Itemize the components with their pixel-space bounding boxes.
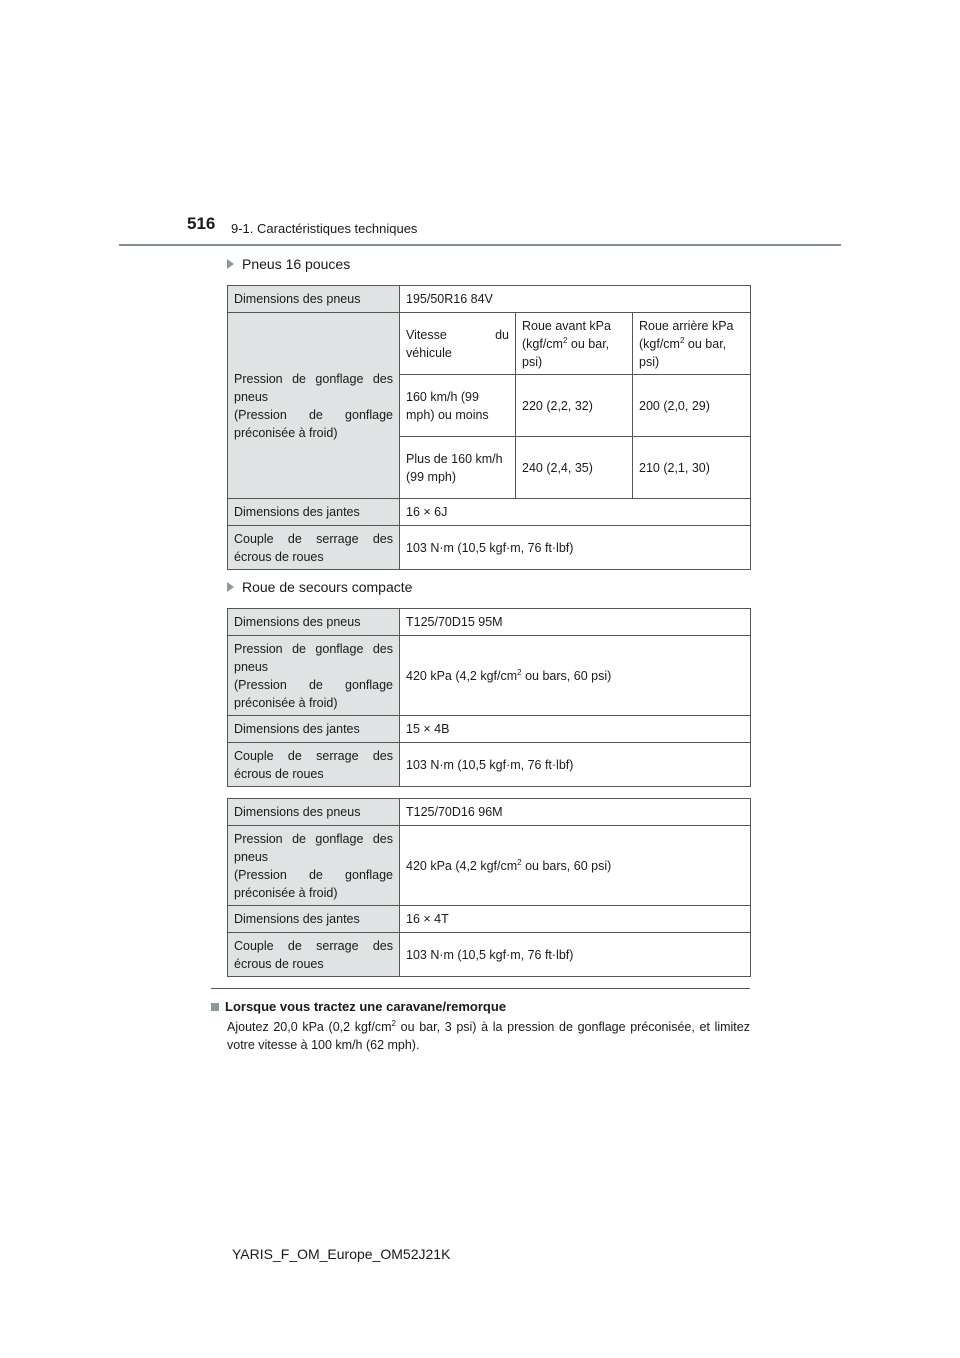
triangle-bullet-icon <box>227 259 234 269</box>
tire-dim-label: Dimensions des pneus <box>228 286 400 313</box>
heading-spare: Roue de secours compacte <box>227 579 412 595</box>
tire-dim-label: Dimensions des pneus <box>228 799 400 826</box>
torque-value: 103 N·m (10,5 kgf·m, 76 ft·lbf) <box>400 933 751 977</box>
pressure-value: 420 kPa (4,2 kgf/$cm^2$ ou bars, 60 psi) <box>400 636 751 716</box>
table-row <box>228 286 751 313</box>
tire-dim-label: Dimensions des pneus <box>228 609 400 636</box>
footer-doc-id: YARIS_F_OM_Europe_OM52J21K <box>232 1246 451 1262</box>
rim-value: 16 × 6J <box>400 499 751 526</box>
torque-label: Couple de serrage des écrous de roues <box>228 526 400 570</box>
tire-dim-value: 195/50R16 84V <box>400 286 751 313</box>
table-row <box>228 799 751 826</box>
speed-cell: Plus de 160 km/h (99 mph) <box>400 437 516 499</box>
torque-label: Couple de serrage des écrous de roues <box>228 933 400 977</box>
pressure-label: Pression de gonflage des pneus (Pression de gonflage préconisée à froid) <box>228 826 400 906</box>
table-row <box>228 743 751 787</box>
col-front-header: Roue avant kPa ($kgf/cm^2$ ou bar, psi) <box>516 313 633 375</box>
rim-label: Dimensions des jantes <box>228 716 400 743</box>
triangle-bullet-icon <box>227 582 234 592</box>
page-number: 516 <box>187 214 216 233</box>
table-row <box>228 716 751 743</box>
pressure-value: 420 kPa (4,2 kgf/$cm^2$ ou bars, 60 psi) <box>400 826 751 906</box>
table-spare-16 <box>227 798 751 977</box>
tire-dim-value: T125/70D16 96M <box>400 799 751 826</box>
pressure-label: Pression de gonflage des pneus (Pression de gonflage préconisée à froid) <box>228 636 400 716</box>
torque-label: Couple de serrage des écrous de roues <box>228 743 400 787</box>
table-row <box>228 826 751 906</box>
col-rear-header: Roue arrière kPa ($kgf/cm^2$ ou bar, psi) <box>633 313 751 375</box>
header-rule <box>119 244 841 246</box>
rim-label: Dimensions des jantes <box>228 906 400 933</box>
square-bullet-icon <box>211 1003 219 1011</box>
table-row <box>228 636 751 716</box>
tire-dim-value: T125/70D15 95M <box>400 609 751 636</box>
heading-16-inch: Pneus 16 pouces <box>227 256 350 272</box>
pressure-label: Pression de gonflage des pneus (Pression de gonflage préconisée à froid) <box>228 313 400 499</box>
front-cell: 220 (2,2, 32) <box>516 375 633 437</box>
rim-value: 16 × 4T <box>400 906 751 933</box>
table-row <box>228 526 751 570</box>
col-speed-header: Vitesse du véhicule <box>400 313 516 375</box>
table-spare-15 <box>227 608 751 787</box>
front-cell: 240 (2,4, 35) <box>516 437 633 499</box>
speed-cell: 160 km/h (99 mph) ou moins <box>400 375 516 437</box>
table-row <box>228 499 751 526</box>
torque-value: 103 N·m (10,5 kgf·m, 76 ft·lbf) <box>400 526 751 570</box>
rear-cell: 200 (2,0, 29) <box>633 375 751 437</box>
table-row <box>228 609 751 636</box>
note-title: Lorsque vous tractez une caravane/remorque <box>211 999 506 1014</box>
rear-cell: 210 (2,1, 30) <box>633 437 751 499</box>
table-16-inch <box>227 285 751 570</box>
note-separator <box>211 988 750 989</box>
rim-value: 15 × 4B <box>400 716 751 743</box>
table-row <box>228 313 751 375</box>
rim-label: Dimensions des jantes <box>228 499 400 526</box>
table-row <box>228 933 751 977</box>
section-title: 9-1. Caractéristiques techniques <box>231 221 418 236</box>
table-row <box>228 906 751 933</box>
note-text: Ajoutez 20,0 kPa (0,2 kgf/$cm^2$ ou bar, 3 psi) à la pression de gonflage préconisée, et limitez votre vitesse à 100 km/h (62 mph). <box>227 1018 750 1052</box>
torque-value: 103 N·m (10,5 kgf·m, 76 ft·lbf) <box>400 743 751 787</box>
